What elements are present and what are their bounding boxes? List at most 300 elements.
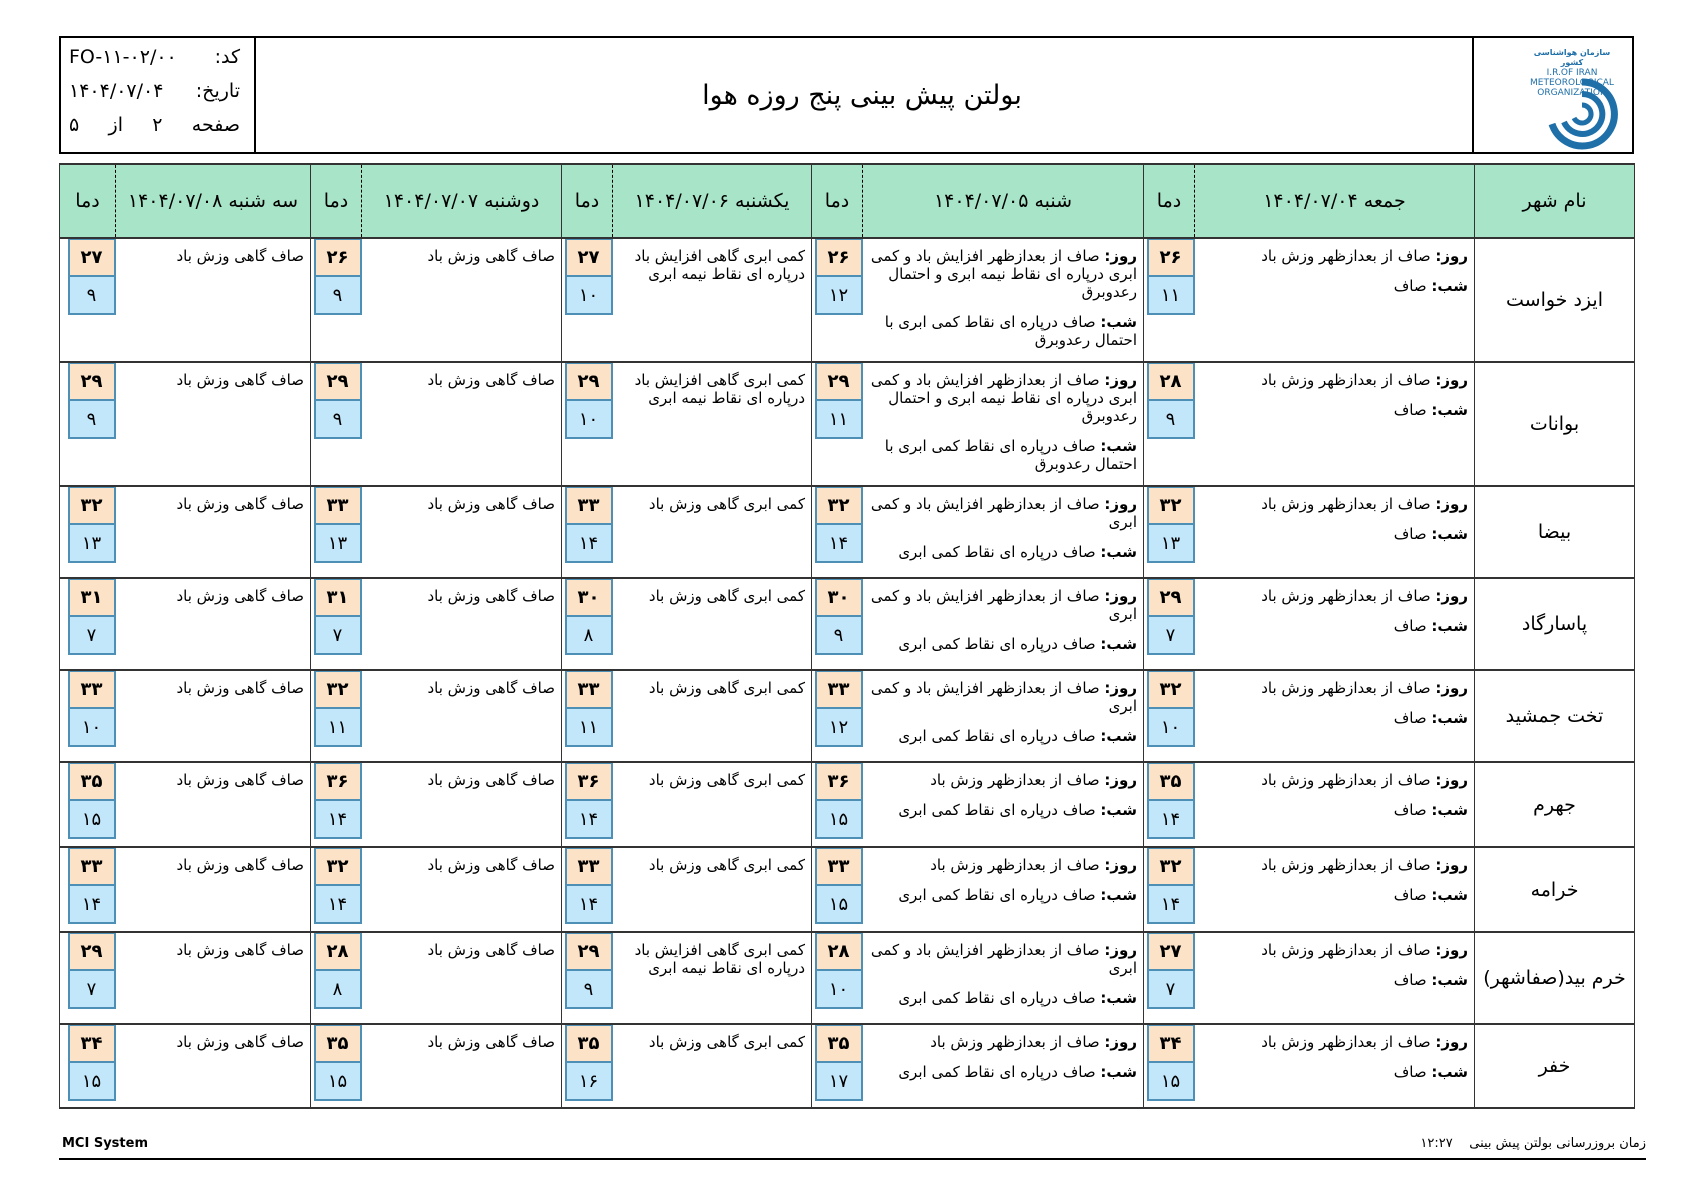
max-temp: ۳۵ (314, 1025, 362, 1063)
forecast-text: صاف گاهی وزش باد (427, 371, 555, 389)
min-temp: ۱۴ (314, 886, 362, 924)
temp-d4 (311, 762, 362, 847)
day-text: صاف از بعدازظهر وزش باد (1261, 247, 1431, 265)
max-temp: ۳۶ (815, 763, 863, 801)
city-column-header: نام شهر (1475, 164, 1635, 238)
day-text: صاف از بعدازظهر افزایش باد و کمی ابری (870, 679, 1137, 715)
min-temp: ۹ (314, 401, 362, 439)
forecast-d3 (613, 670, 812, 762)
temp-d2 (812, 486, 863, 578)
night-text: صاف (1393, 525, 1427, 543)
max-temp: ۳۰ (565, 579, 613, 617)
day-label: روز: (1435, 371, 1468, 389)
forecast-text: صاف گاهی وزش باد (427, 856, 555, 874)
forecast-d4 (362, 847, 562, 932)
min-temp: ۱۳ (68, 525, 116, 563)
city-name: خرم بید(صفاشهر) (1475, 932, 1635, 1024)
forecast-d3 (613, 486, 812, 578)
min-temp: ۷ (1147, 617, 1195, 655)
night-text: صاف (1393, 886, 1427, 904)
city-name: جهرم (1475, 762, 1635, 847)
max-temp: ۲۶ (815, 239, 863, 277)
max-temp: ۲۹ (314, 363, 362, 401)
forecast-d2 (863, 670, 1144, 762)
max-temp: ۳۵ (68, 763, 116, 801)
day-text: صاف از بعدازظهر وزش باد (1261, 856, 1431, 874)
logo-persian-name: سازمان هواشناسی کشور (1533, 48, 1611, 67)
footer-update-value: ۱۲:۲۷ (1420, 1136, 1453, 1151)
max-temp: ۲۸ (314, 933, 362, 971)
min-temp: ۱۵ (1147, 1063, 1195, 1101)
table-row (60, 670, 1635, 762)
day-label: روز: (1104, 587, 1137, 605)
min-temp: ۱۵ (815, 801, 863, 839)
forecast-d1 (1195, 670, 1475, 762)
city-name: تخت جمشید (1475, 670, 1635, 762)
min-temp: ۱۷ (815, 1063, 863, 1101)
forecast-d2 (863, 847, 1144, 932)
forecast-d5 (116, 1024, 311, 1108)
temp-d5 (60, 486, 116, 578)
day-text: صاف از بعدازظهر وزش باد (1261, 1033, 1431, 1051)
forecast-text: صاف گاهی وزش باد (176, 1033, 304, 1051)
temp-d5 (60, 762, 116, 847)
temp-d4 (311, 670, 362, 762)
code-label: کد: (214, 46, 240, 68)
max-temp: ۳۲ (314, 848, 362, 886)
temp-header: دما (1144, 164, 1195, 238)
night-forecast (1201, 971, 1469, 989)
forecast-table (59, 163, 1635, 1109)
max-temp: ۲۷ (565, 239, 613, 277)
forecast-text: کمی ابری گاهی افزایش باد درپاره ای نقاط نیمه ابری (634, 247, 805, 283)
day-label: روز: (1104, 495, 1137, 513)
max-temp: ۳۳ (68, 671, 116, 709)
day-text: صاف از بعدازظهر وزش باد (930, 856, 1100, 874)
temp-d3 (562, 238, 613, 362)
min-temp: ۱۴ (68, 886, 116, 924)
temp-d5 (60, 578, 116, 670)
forecast-d3 (613, 578, 812, 670)
max-temp: ۳۳ (815, 671, 863, 709)
min-temp: ۷ (68, 971, 116, 1009)
forecast-d5 (116, 847, 311, 932)
temp-d1 (1144, 578, 1195, 670)
min-temp: ۹ (815, 617, 863, 655)
forecast-d1 (1195, 932, 1475, 1024)
day-4-header: دوشنبه ۱۴۰۴/۰۷/۰۷ (362, 164, 562, 238)
day-forecast (869, 371, 1138, 425)
min-temp: ۱۳ (314, 525, 362, 563)
footer-update-label: زمان بروزرسانی بولتن پیش بینی (1469, 1136, 1646, 1151)
table-row (60, 238, 1635, 362)
forecast-text: صاف گاهی وزش باد (427, 941, 555, 959)
min-temp: ۷ (314, 617, 362, 655)
night-forecast (869, 727, 1138, 745)
night-text: صاف (1393, 1063, 1427, 1081)
min-temp: ۱۱ (815, 401, 863, 439)
forecast-text: صاف گاهی وزش باد (427, 247, 555, 265)
temp-d2 (812, 847, 863, 932)
max-temp: ۲۹ (68, 363, 116, 401)
temp-d4 (311, 238, 362, 362)
day-text: صاف از بعدازظهر وزش باد (1261, 771, 1431, 789)
night-forecast (1201, 525, 1469, 543)
forecast-d2 (863, 932, 1144, 1024)
min-temp: ۱۵ (68, 801, 116, 839)
code-row (69, 46, 240, 68)
table-row (60, 362, 1635, 486)
temp-d1 (1144, 238, 1195, 362)
night-label: شب: (1431, 709, 1468, 727)
day-text: صاف از بعدازظهر وزش باد (1261, 587, 1431, 605)
min-temp: ۱۰ (565, 277, 613, 315)
forecast-d1 (1195, 1024, 1475, 1108)
min-temp: ۱۱ (1147, 277, 1195, 315)
day-text: صاف از بعدازظهر افزایش باد و کمی ابری (870, 495, 1137, 531)
min-temp: ۹ (1147, 401, 1195, 439)
temp-d2 (812, 238, 863, 362)
footer-system-name: MCI System (62, 1136, 148, 1151)
min-temp: ۱۳ (1147, 525, 1195, 563)
day-label: روز: (1435, 587, 1468, 605)
page-of: از (108, 114, 123, 136)
night-text: صاف درپاره ای نقاط کمی ابری (898, 635, 1096, 653)
day-label: روز: (1435, 771, 1468, 789)
temp-d2 (812, 762, 863, 847)
day-label: روز: (1435, 247, 1468, 265)
forecast-d2 (863, 362, 1144, 486)
night-forecast (1201, 277, 1469, 295)
temp-d2 (812, 362, 863, 486)
night-text: صاف (1393, 971, 1427, 989)
forecast-table-wrapper (59, 163, 1634, 1109)
min-temp: ۱۰ (815, 971, 863, 1009)
temp-d3 (562, 578, 613, 670)
day-3-header: یکشنبه ۱۴۰۴/۰۷/۰۶ (613, 164, 812, 238)
day-text: صاف از بعدازظهر افزایش باد و کمی ابری درپاره ای نقاط نیمه ابری و احتمال رعدوبرق (870, 371, 1137, 425)
max-temp: ۲۶ (1147, 239, 1195, 277)
night-text: صاف (1393, 709, 1427, 727)
day-label: روز: (1104, 1033, 1137, 1051)
night-label: شب: (1431, 971, 1468, 989)
forecast-text: کمی ابری گاهی وزش باد (648, 856, 805, 874)
day-forecast (1201, 941, 1469, 959)
max-temp: ۳۳ (565, 671, 613, 709)
day-forecast (1201, 371, 1469, 389)
forecast-text: صاف گاهی وزش باد (176, 587, 304, 605)
forecast-d3 (613, 762, 812, 847)
forecast-d3 (613, 847, 812, 932)
night-forecast (869, 437, 1138, 473)
city-name: پاسارگاد (1475, 578, 1635, 670)
forecast-d2 (863, 238, 1144, 362)
forecast-text: کمی ابری گاهی وزش باد (648, 1033, 805, 1051)
day-forecast (869, 495, 1138, 531)
max-temp: ۳۲ (1147, 848, 1195, 886)
min-temp: ۱۰ (1147, 709, 1195, 747)
night-text: صاف (1393, 801, 1427, 819)
max-temp: ۳۵ (565, 1025, 613, 1063)
max-temp: ۳۳ (565, 848, 613, 886)
day-forecast (1201, 679, 1469, 697)
day-forecast (1201, 1033, 1469, 1051)
forecast-text: صاف گاهی وزش باد (176, 247, 304, 265)
max-temp: ۳۱ (314, 579, 362, 617)
temp-d4 (311, 486, 362, 578)
forecast-d4 (362, 932, 562, 1024)
min-temp: ۸ (314, 971, 362, 1009)
max-temp: ۳۴ (1147, 1025, 1195, 1063)
page-title: بولتن پیش بینی پنج روزه هوا (702, 79, 1022, 111)
forecast-d2 (863, 762, 1144, 847)
day-2-header: شنبه ۱۴۰۴/۰۷/۰۵ (863, 164, 1144, 238)
day-5-header: سه شنبه ۱۴۰۴/۰۷/۰۸ (116, 164, 311, 238)
max-temp: ۳۶ (565, 763, 613, 801)
page-total: ۵ (69, 114, 80, 136)
day-text: صاف از بعدازظهر افزایش باد و کمی ابری (870, 587, 1137, 623)
forecast-d4 (362, 762, 562, 847)
temp-header: دما (812, 164, 863, 238)
day-text: صاف از بعدازظهر وزش باد (1261, 495, 1431, 513)
city-name: خفر (1475, 1024, 1635, 1108)
logo-english-line-3: ORGANIZATION (1537, 88, 1607, 98)
night-forecast (1201, 617, 1469, 635)
day-forecast (869, 247, 1138, 301)
night-forecast (869, 313, 1138, 349)
forecast-text: صاف گاهی وزش باد (176, 495, 304, 513)
temp-d2 (812, 932, 863, 1024)
night-label: شب: (1431, 1063, 1468, 1081)
temp-d2 (812, 1024, 863, 1108)
min-temp: ۱۴ (314, 801, 362, 839)
night-label: شب: (1100, 886, 1137, 904)
day-forecast (869, 587, 1138, 623)
forecast-text: صاف گاهی وزش باد (427, 679, 555, 697)
forecast-text: کمی ابری گاهی افزایش باد درپاره ای نقاط نیمه ابری (634, 941, 805, 977)
forecast-d1 (1195, 847, 1475, 932)
min-temp: ۷ (68, 617, 116, 655)
night-forecast (869, 801, 1138, 819)
night-text: صاف درپاره ای نقاط کمی ابری (898, 1063, 1096, 1081)
night-forecast (1201, 801, 1469, 819)
bulletin-header (59, 36, 1634, 154)
night-label: شب: (1431, 801, 1468, 819)
forecast-text: صاف گاهی وزش باد (176, 941, 304, 959)
forecast-text: کمی ابری گاهی وزش باد (648, 587, 805, 605)
footer-update-time (1420, 1136, 1646, 1151)
night-label: شب: (1431, 617, 1468, 635)
forecast-text: صاف گاهی وزش باد (427, 495, 555, 513)
min-temp: ۱۰ (565, 401, 613, 439)
forecast-d1 (1195, 362, 1475, 486)
forecast-text: صاف گاهی وزش باد (176, 856, 304, 874)
logo-english-line-1: I.R.OF IRAN (1546, 68, 1598, 78)
day-forecast (869, 679, 1138, 715)
temp-d5 (60, 670, 116, 762)
day-text: صاف از بعدازظهر وزش باد (1261, 679, 1431, 697)
day-label: روز: (1435, 679, 1468, 697)
day-label: روز: (1104, 247, 1137, 265)
night-text: صاف درپاره ای نقاط کمی ابری (898, 801, 1096, 819)
forecast-d1 (1195, 238, 1475, 362)
temp-d1 (1144, 362, 1195, 486)
min-temp: ۱۵ (68, 1063, 116, 1101)
day-text: صاف از بعدازظهر وزش باد (1261, 941, 1431, 959)
min-temp: ۱۰ (68, 709, 116, 747)
city-name: خرامه (1475, 847, 1635, 932)
forecast-d1 (1195, 762, 1475, 847)
night-label: شب: (1100, 989, 1137, 1007)
forecast-d4 (362, 670, 562, 762)
max-temp: ۳۲ (314, 671, 362, 709)
max-temp: ۲۸ (815, 933, 863, 971)
day-forecast (869, 856, 1138, 874)
temp-d2 (812, 670, 863, 762)
night-label: شب: (1100, 1063, 1137, 1081)
forecast-text: صاف گاهی وزش باد (176, 771, 304, 789)
min-temp: ۱۱ (565, 709, 613, 747)
max-temp: ۳۲ (815, 487, 863, 525)
forecast-text: صاف گاهی وزش باد (427, 771, 555, 789)
night-forecast (1201, 709, 1469, 727)
min-temp: ۹ (68, 277, 116, 315)
night-forecast (869, 543, 1138, 561)
min-temp: ۸ (565, 617, 613, 655)
night-forecast (1201, 886, 1469, 904)
day-label: روز: (1104, 941, 1137, 959)
min-temp: ۹ (68, 401, 116, 439)
max-temp: ۳۲ (1147, 487, 1195, 525)
day-text: صاف از بعدازظهر وزش باد (930, 1033, 1100, 1051)
forecast-text: صاف گاهی وزش باد (176, 679, 304, 697)
temp-d3 (562, 932, 613, 1024)
day-text: صاف از بعدازظهر افزایش باد و کمی ابری (870, 941, 1137, 977)
temp-d1 (1144, 847, 1195, 932)
temp-d1 (1144, 932, 1195, 1024)
max-temp: ۳۵ (1147, 763, 1195, 801)
logo-cell (1472, 38, 1632, 152)
night-label: شب: (1100, 437, 1137, 455)
min-temp: ۱۵ (815, 886, 863, 924)
temp-d3 (562, 362, 613, 486)
night-text: صاف درپاره ای نقاط کمی ابری با احتمال رعدوبرق (884, 313, 1137, 349)
forecast-d5 (116, 762, 311, 847)
night-text: صاف درپاره ای نقاط کمی ابری (898, 543, 1096, 561)
temp-d5 (60, 362, 116, 486)
forecast-text: صاف گاهی وزش باد (427, 587, 555, 605)
max-temp: ۳۰ (815, 579, 863, 617)
min-temp: ۹ (314, 277, 362, 315)
day-label: روز: (1104, 856, 1137, 874)
page-number: ۲ (152, 114, 163, 136)
night-label: شب: (1100, 543, 1137, 561)
temp-d4 (311, 847, 362, 932)
max-temp: ۳۳ (314, 487, 362, 525)
forecast-d2 (863, 486, 1144, 578)
max-temp: ۲۹ (565, 363, 613, 401)
max-temp: ۳۳ (68, 848, 116, 886)
temp-d5 (60, 238, 116, 362)
day-text: صاف از بعدازظهر وزش باد (1261, 371, 1431, 389)
min-temp: ۹ (565, 971, 613, 1009)
night-label: شب: (1431, 277, 1468, 295)
temp-header: دما (562, 164, 613, 238)
forecast-d3 (613, 1024, 812, 1108)
forecast-d3 (613, 932, 812, 1024)
footer-divider (59, 1158, 1646, 1160)
forecast-d5 (116, 238, 311, 362)
max-temp: ۳۳ (565, 487, 613, 525)
forecast-text: صاف گاهی وزش باد (427, 1033, 555, 1051)
max-temp: ۳۳ (815, 848, 863, 886)
forecast-d4 (362, 1024, 562, 1108)
temp-d4 (311, 362, 362, 486)
temp-d3 (562, 670, 613, 762)
min-temp: ۱۴ (565, 886, 613, 924)
night-label: شب: (1431, 886, 1468, 904)
table-row (60, 486, 1635, 578)
date-label: تاریخ: (195, 80, 240, 102)
night-forecast (1201, 401, 1469, 419)
day-label: روز: (1104, 371, 1137, 389)
day-label: روز: (1104, 771, 1137, 789)
night-text: صاف (1393, 277, 1427, 295)
forecast-d5 (116, 932, 311, 1024)
night-label: شب: (1100, 313, 1137, 331)
page-label: صفحه (191, 114, 240, 136)
table-row (60, 847, 1635, 932)
temp-header: دما (311, 164, 362, 238)
forecast-d3 (613, 362, 812, 486)
day-label: روز: (1435, 1033, 1468, 1051)
day-forecast (869, 1033, 1138, 1051)
day-forecast (869, 941, 1138, 977)
min-temp: ۱۴ (815, 525, 863, 563)
max-temp: ۳۱ (68, 579, 116, 617)
city-name: ایزد خواست (1475, 238, 1635, 362)
max-temp: ۳۴ (68, 1025, 116, 1063)
temp-d1 (1144, 670, 1195, 762)
table-row (60, 762, 1635, 847)
code-value: FO-۱۱-۰۲/۰۰ (69, 46, 177, 68)
max-temp: ۳۵ (815, 1025, 863, 1063)
max-temp: ۲۹ (815, 363, 863, 401)
temp-d5 (60, 932, 116, 1024)
max-temp: ۲۹ (1147, 579, 1195, 617)
max-temp: ۲۸ (1147, 363, 1195, 401)
min-temp: ۱۴ (565, 525, 613, 563)
forecast-d1 (1195, 486, 1475, 578)
day-label: روز: (1435, 941, 1468, 959)
night-text: صاف درپاره ای نقاط کمی ابری با احتمال رعدوبرق (884, 437, 1137, 473)
night-label: شب: (1100, 727, 1137, 745)
page-row (69, 114, 240, 136)
min-temp: ۱۴ (565, 801, 613, 839)
temp-d5 (60, 1024, 116, 1108)
temp-d3 (562, 1024, 613, 1108)
night-forecast (869, 1063, 1138, 1081)
temp-d1 (1144, 762, 1195, 847)
document-meta (61, 38, 256, 152)
forecast-d2 (863, 578, 1144, 670)
min-temp: ۱۴ (1147, 801, 1195, 839)
max-temp: ۲۹ (565, 933, 613, 971)
forecast-d5 (116, 670, 311, 762)
day-forecast (1201, 247, 1469, 265)
city-name: بیضا (1475, 486, 1635, 578)
min-temp: ۱۱ (314, 709, 362, 747)
